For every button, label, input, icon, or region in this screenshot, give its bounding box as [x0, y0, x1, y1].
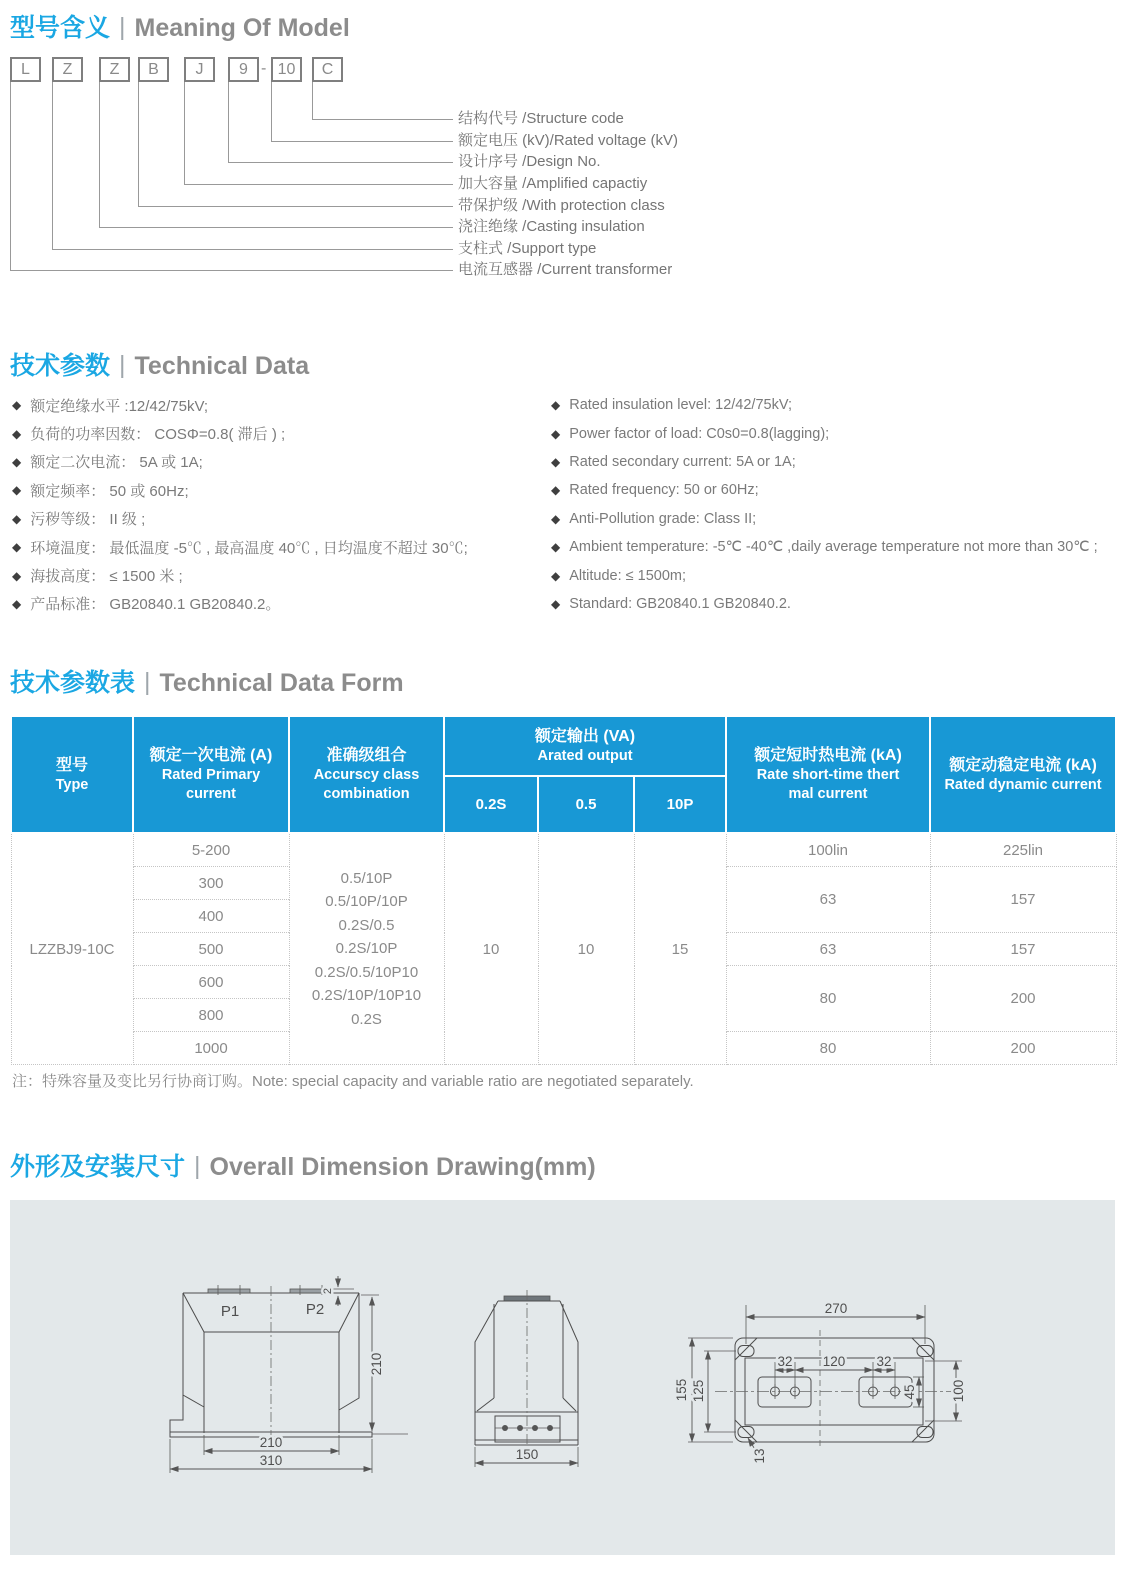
- diamond-bullet-icon: ◆: [551, 483, 561, 498]
- header-primary-current: [133, 716, 289, 833]
- tech-item: [12, 419, 547, 447]
- header-output-en: Arated output: [537, 748, 633, 764]
- cell-thermal: 63: [726, 867, 930, 933]
- tech-item: [551, 533, 1121, 561]
- tech-item-text: 环境温度： 最低温度 -5℃ , 最高温度 40℃ , 日均温度不超过 30℃;: [30, 539, 468, 557]
- tech-item: [12, 505, 547, 533]
- model-code-box: L: [10, 57, 41, 82]
- model-code-box: Z: [99, 57, 130, 82]
- model-code-box: B: [138, 57, 169, 82]
- model-label: 浇注绝缘 /Casting insulation: [458, 218, 645, 235]
- diamond-bullet-icon: ◆: [551, 540, 561, 555]
- tech-item-text: Rated frequency: 50 or 60Hz;: [569, 482, 759, 499]
- cell-output-05: 10: [538, 833, 634, 1065]
- tech-item: [551, 505, 1121, 533]
- model-code-box: Z: [52, 57, 83, 82]
- model-label: 支柱式 /Support type: [458, 240, 597, 257]
- side-view-drawing: [440, 1260, 660, 1520]
- dim-hole-height: 125: [691, 1379, 706, 1403]
- section-title-table: [10, 663, 404, 699]
- tech-item-text: Ambient temperature: -5℃ -40℃ ,daily average temperature not more than 30℃ ;: [569, 539, 1098, 556]
- connector-line: [10, 82, 11, 270]
- title-separator: |: [144, 668, 151, 696]
- diamond-bullet-icon: ◆: [551, 454, 561, 469]
- tech-item-text: Anti-Pollution grade: Class II;: [569, 510, 757, 527]
- section-title-en: Meaning Of Model: [134, 14, 350, 42]
- tech-item-text: 污秽等级： II 级 ;: [30, 511, 146, 529]
- cell-primary: 500: [133, 933, 289, 966]
- diamond-bullet-icon: ◆: [551, 398, 561, 413]
- cell-dynamic: 157: [930, 867, 1116, 933]
- model-code-box: C: [312, 57, 343, 82]
- tech-item: [12, 561, 547, 589]
- tech-item: [551, 476, 1121, 504]
- tech-item: [12, 391, 547, 419]
- dim-plate-height: 155: [674, 1378, 689, 1402]
- header-thermal-zh: 额定短时热电流 (kA): [754, 747, 902, 764]
- header-accuracy-en: Accurscy class: [313, 767, 420, 783]
- dim-top-thickness: 2: [322, 1287, 334, 1295]
- cell-primary: 800: [133, 999, 289, 1032]
- dim-hole-gap: 120: [822, 1354, 846, 1369]
- tech-item: [551, 391, 1121, 419]
- front-view-drawing: [140, 1260, 440, 1520]
- cell-thermal: 80: [726, 1032, 930, 1065]
- cell-primary: 400: [133, 900, 289, 933]
- dim-depth: 150: [515, 1447, 539, 1462]
- table-row: [11, 833, 1116, 867]
- header-sub-05: 0.5: [538, 776, 634, 833]
- tech-list-en: [551, 391, 1121, 618]
- diamond-bullet-icon: ◆: [12, 483, 22, 498]
- cell-dynamic: 200: [930, 966, 1116, 1032]
- dim-hole-span: 270: [824, 1301, 848, 1316]
- header-accuracy-class: [289, 716, 444, 833]
- header-dynamic-zh: 额定动稳定电流 (kA): [949, 756, 1097, 774]
- model-code-box: J: [184, 57, 215, 82]
- tech-item-text: 额定二次电流： 5A 或 1A;: [30, 454, 203, 472]
- connector-line: [228, 162, 453, 163]
- tech-item: [551, 419, 1121, 447]
- header-thermal-en: mal current: [788, 786, 868, 802]
- cell-primary: 300: [133, 867, 289, 900]
- connector-line: [99, 227, 453, 228]
- header-accuracy-zh: 准确级组合: [326, 747, 407, 764]
- header-dynamic-en: Rated dynamic current: [944, 776, 1102, 793]
- dim-height: 210: [369, 1352, 384, 1376]
- tech-item: [12, 448, 547, 476]
- terminal-label-p1: P1: [220, 1303, 240, 1320]
- connector-line: [271, 82, 272, 141]
- cell-dynamic: 200: [930, 1032, 1116, 1065]
- diamond-bullet-icon: ◆: [551, 426, 561, 441]
- tech-item: [12, 476, 547, 504]
- tech-item: [551, 561, 1121, 589]
- model-label: 额定电压 (kV)/Rated voltage (kV): [458, 132, 679, 149]
- tech-item: [551, 590, 1121, 618]
- plan-view-drawing: [660, 1260, 990, 1520]
- diamond-bullet-icon: ◆: [551, 511, 561, 526]
- tech-item-text: Standard: GB20840.1 GB20840.2.: [569, 595, 791, 612]
- dim-inner-width: 210: [259, 1435, 283, 1450]
- tech-item-text: 额定绝缘水平 :12/42/75kV;: [30, 397, 209, 415]
- cell-primary: 1000: [133, 1032, 289, 1065]
- model-code-box: 10: [271, 57, 302, 82]
- connector-line: [138, 206, 453, 207]
- connector-line: [271, 141, 453, 142]
- tech-item-text: Rated secondary current: 5A or 1A;: [569, 453, 796, 470]
- header-accuracy-en: combination: [323, 786, 410, 802]
- section-title-tech: [10, 346, 309, 382]
- connector-line: [184, 184, 453, 185]
- cell-primary: 600: [133, 966, 289, 999]
- connector-line: [228, 82, 229, 162]
- section-title-zh: 型号含义: [10, 14, 111, 42]
- tech-item-text: 海拔高度： ≤ 1500 米 ;: [30, 568, 183, 586]
- cell-thermal: 80: [726, 966, 930, 1032]
- connector-line: [99, 82, 100, 227]
- section-title-en: Technical Data Form: [159, 669, 404, 697]
- table-note: 注：特殊容量及变比另行协商订购。Note: special capacity and variable ratio are negotiated separately.: [12, 1073, 694, 1090]
- header-primary-en: current: [186, 786, 236, 802]
- connector-line: [312, 119, 453, 120]
- cell-primary: 5-200: [133, 833, 289, 867]
- connector-line: [138, 82, 139, 206]
- dim-outer-width: 310: [259, 1453, 283, 1468]
- section-title-zh: 外形及安装尺寸: [10, 1153, 186, 1181]
- connector-line: [312, 82, 313, 119]
- terminal-label-p2: P2: [305, 1301, 325, 1318]
- header-sub-02s: 0.2S: [444, 776, 538, 833]
- connector-line: [52, 249, 453, 250]
- connector-line: [184, 82, 185, 184]
- header-output-zh: 额定输出 (VA): [534, 728, 636, 745]
- cell-type: LZZBJ9-10C: [11, 833, 133, 1065]
- header-sub-10p: 10P: [634, 776, 726, 833]
- model-label: 加大容量 /Amplified capactiy: [458, 175, 648, 192]
- tech-item-text: Altitude: ≤ 1500m;: [569, 567, 687, 584]
- section-title-zh: 技术参数: [10, 352, 111, 380]
- tech-item-text: 产品标准： GB20840.1 GB20840.2。: [30, 596, 281, 614]
- diamond-bullet-icon: ◆: [12, 454, 22, 469]
- header-type: [11, 716, 133, 833]
- drawing-panel: [10, 1200, 1115, 1555]
- model-label: 设计序号 /Design No.: [458, 153, 601, 170]
- cell-output-02s: 10: [444, 833, 538, 1065]
- technical-data-table: [10, 715, 1117, 1065]
- section-title-drawing: [10, 1147, 596, 1183]
- dim-pad-height: 45: [902, 1384, 917, 1400]
- diamond-bullet-icon: ◆: [12, 426, 22, 441]
- diamond-bullet-icon: ◆: [12, 540, 22, 555]
- tech-item: [12, 590, 547, 618]
- diamond-bullet-icon: ◆: [551, 568, 561, 583]
- model-label: 结构代号 /Structure code: [458, 110, 624, 127]
- cell-dynamic: 225lin: [930, 833, 1116, 867]
- dim-inner-height: 100: [951, 1379, 966, 1403]
- connector-line: [10, 270, 453, 271]
- dim-pad-hole-right: 32: [876, 1354, 892, 1369]
- title-separator: |: [194, 1152, 201, 1180]
- diamond-bullet-icon: ◆: [12, 398, 22, 413]
- cell-output-10p: 15: [634, 833, 726, 1065]
- model-label: 带保护级 /With protection class: [458, 197, 665, 214]
- model-label: 电流互感器 /Current transformer: [458, 261, 673, 278]
- cell-thermal: 63: [726, 933, 930, 966]
- tech-item-text: Power factor of load: C0s0=0.8(lagging);: [569, 425, 830, 442]
- section-title-en: Technical Data: [134, 352, 310, 380]
- tech-item-text: 负荷的功率因数： COSΦ=0.8( 滞后 ) ;: [30, 426, 286, 444]
- tech-item-text: Rated insulation level: 12/42/75kV;: [569, 397, 792, 414]
- header-type-zh: 型号: [55, 756, 88, 774]
- header-rated-output: [444, 716, 726, 776]
- title-separator: |: [119, 351, 126, 379]
- cell-accuracy: 0.5/10P 0.5/10P/10P 0.2S/0.5 0.2S/10P 0.2S/0.5/10P10 0.2S/10P/10P10 0.2S: [289, 833, 444, 1065]
- header-primary-en: Rated Primary: [161, 767, 261, 783]
- diamond-bullet-icon: ◆: [12, 568, 22, 583]
- header-primary-zh: 额定一次电流 (A): [149, 747, 273, 764]
- tech-item: [12, 533, 547, 561]
- header-dynamic-current: [930, 716, 1116, 833]
- section-title-zh: 技术参数表: [10, 669, 136, 697]
- header-type-en: Type: [55, 776, 89, 793]
- diamond-bullet-icon: ◆: [12, 596, 22, 611]
- model-code-dash: -: [261, 60, 267, 77]
- tech-item-text: 额定频率： 50 或 60Hz;: [30, 482, 189, 500]
- section-title-model: [10, 8, 350, 44]
- diamond-bullet-icon: ◆: [12, 511, 22, 526]
- section-title-en: Overall Dimension Drawing(mm): [209, 1153, 596, 1181]
- model-code-box: 9: [228, 57, 259, 82]
- header-thermal-en: Rate short-time thert: [756, 767, 900, 783]
- header-thermal-current: [726, 716, 930, 833]
- tech-item: [551, 448, 1121, 476]
- diamond-bullet-icon: ◆: [551, 596, 561, 611]
- cell-dynamic: 157: [930, 933, 1116, 966]
- dim-pad-hole-left: 32: [777, 1354, 793, 1369]
- connector-line: [52, 82, 53, 249]
- dim-slot-width: 13: [752, 1448, 767, 1464]
- cell-thermal: 100lin: [726, 833, 930, 867]
- tech-list-zh: [12, 391, 547, 618]
- title-separator: |: [119, 13, 126, 41]
